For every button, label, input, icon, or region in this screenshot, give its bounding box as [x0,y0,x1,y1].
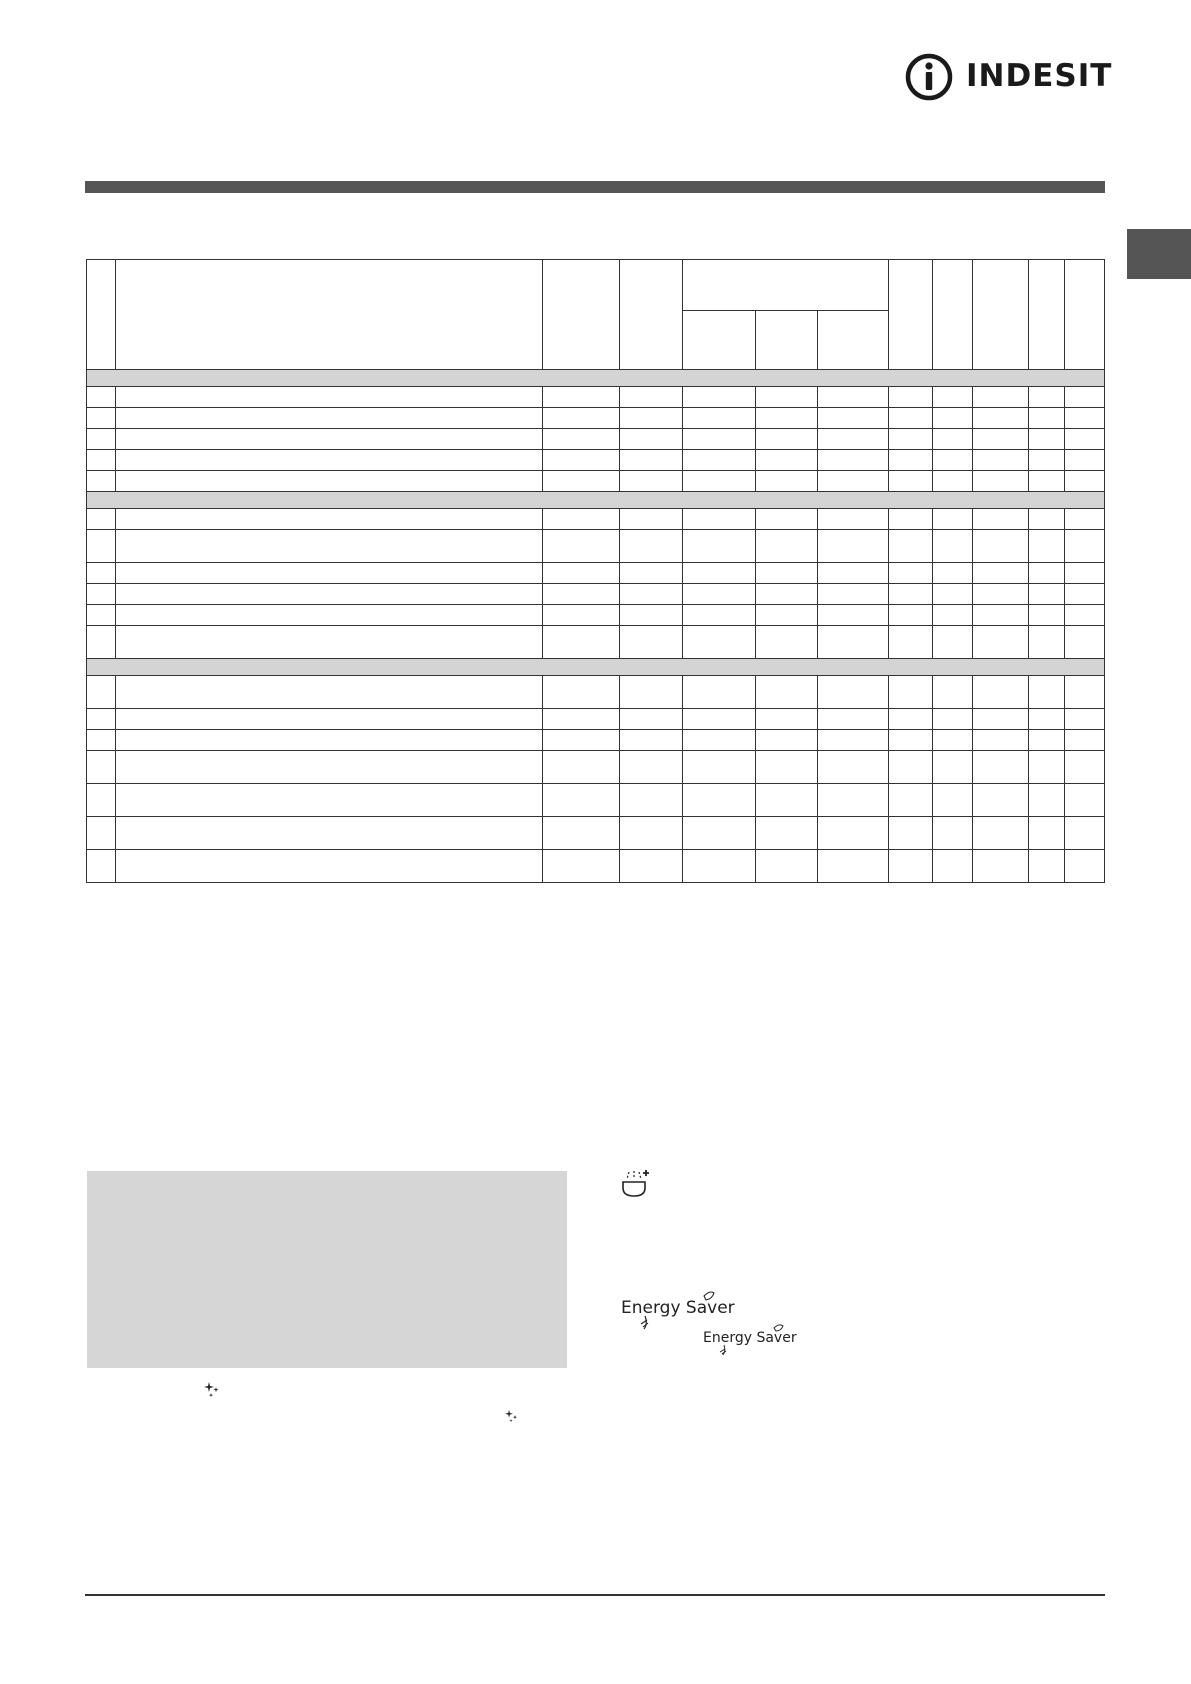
table-cell [620,429,683,450]
table-cell [620,471,683,492]
table-cell [933,471,973,492]
table-cell [756,730,818,751]
table-row [87,584,1105,605]
header-group-cell [683,260,889,311]
table-cell [933,730,973,751]
table-cell [620,676,683,709]
table-cell [683,676,756,709]
table-cell [1029,408,1065,429]
table-cell [1029,850,1065,883]
table-cell [1065,387,1105,408]
table-cell [933,751,973,784]
programmes-table [86,259,1105,883]
table-cell [620,605,683,626]
table-cell [620,730,683,751]
table-cell [543,387,620,408]
note-box [87,1171,567,1368]
table-cell [973,563,1029,584]
table-cell [543,471,620,492]
header-cell [933,260,973,370]
table-cell [756,676,818,709]
table-cell [683,584,756,605]
table-cell [1065,676,1105,709]
table-cell [1065,408,1105,429]
table-cell [683,850,756,883]
table-cell [543,605,620,626]
table-cell [1029,429,1065,450]
table-cell [87,584,116,605]
table-cell [756,450,818,471]
table-row [87,450,1105,471]
table-cell [543,730,620,751]
table-cell [973,605,1029,626]
table-cell [87,730,116,751]
table-cell [933,509,973,530]
table-cell [889,626,933,659]
table-cell [973,730,1029,751]
table-cell [933,450,973,471]
table-cell [818,563,889,584]
table-cell [620,450,683,471]
section-band [87,659,1105,676]
table-cell [889,817,933,850]
table-cell [1029,450,1065,471]
table-cell [818,584,889,605]
table-cell [973,626,1029,659]
table-cell [756,751,818,784]
table-row [87,626,1105,659]
table-cell [973,784,1029,817]
table-cell [116,563,543,584]
header-cell [620,260,683,370]
table-cell [683,471,756,492]
table-cell [1065,605,1105,626]
sparkle-small-icon [505,1409,519,1423]
table-cell [889,408,933,429]
table-cell [818,676,889,709]
table-cell [1029,784,1065,817]
table-cell [116,471,543,492]
section-cell [87,492,1105,509]
table-row [87,530,1105,563]
table-cell [933,817,973,850]
table-cell [1065,509,1105,530]
table-row [87,709,1105,730]
table-cell [1029,509,1065,530]
table-cell [1029,626,1065,659]
table-cell [889,784,933,817]
table-cell [818,408,889,429]
table-cell [1065,530,1105,563]
table-cell [543,850,620,883]
table-cell [889,429,933,450]
table-cell [933,563,973,584]
table-cell [889,563,933,584]
table-cell [116,817,543,850]
table-cell [683,709,756,730]
energy-saver-logo-small-icon [702,1324,797,1358]
table-cell [543,626,620,659]
table-cell [116,408,543,429]
table-cell [973,817,1029,850]
table-cell [116,605,543,626]
table-cell [543,408,620,429]
table-cell [87,387,116,408]
table-cell [756,387,818,408]
table-cell [620,387,683,408]
header-cell [87,260,116,370]
table-cell [116,626,543,659]
table-cell [116,676,543,709]
table-cell [116,850,543,883]
section-band [87,370,1105,387]
table-row [87,751,1105,784]
table-cell [116,509,543,530]
table-cell [1065,450,1105,471]
table-cell [620,408,683,429]
table-cell [1029,709,1065,730]
header-cell [543,260,620,370]
table-cell [818,784,889,817]
table-cell [683,563,756,584]
table-header-row [87,260,1105,311]
table-cell [818,730,889,751]
table-row [87,676,1105,709]
table-cell [818,509,889,530]
table-cell [818,751,889,784]
table-cell [87,751,116,784]
header-cell [889,260,933,370]
table-cell [818,626,889,659]
table-cell [620,563,683,584]
table-cell [1065,817,1105,850]
table-row [87,730,1105,751]
table-cell [933,626,973,659]
table-cell [973,509,1029,530]
table-cell [818,850,889,883]
table-cell [973,751,1029,784]
table-cell [116,709,543,730]
table-cell [683,530,756,563]
table-cell [933,429,973,450]
table-row [87,429,1105,450]
table-cell [818,450,889,471]
header-cell [116,260,543,370]
table-cell [116,450,543,471]
table-cell [889,605,933,626]
table-cell [933,676,973,709]
table-cell [683,751,756,784]
table-cell [889,676,933,709]
table-body [87,370,1105,883]
table-cell [116,530,543,563]
svg-text:Energy Saver: Energy Saver [621,1298,735,1318]
brand-logo [904,52,1113,102]
table-cell [1029,676,1065,709]
table-cell [1029,605,1065,626]
table-row [87,387,1105,408]
table-row [87,817,1105,850]
table-cell [973,471,1029,492]
brand-name: INDESIT [966,58,1113,94]
table-cell [1065,751,1105,784]
table-cell [87,676,116,709]
table-cell [756,709,818,730]
indesit-i-logo-icon [904,52,958,102]
table-cell [87,530,116,563]
section-band [87,492,1105,509]
table-cell [973,676,1029,709]
table-cell [756,530,818,563]
table-cell [683,626,756,659]
table-cell [756,784,818,817]
table-row [87,563,1105,584]
table-cell [933,605,973,626]
table-cell [818,817,889,850]
table-cell [933,784,973,817]
prewash-basin-icon [620,1168,652,1198]
table-cell [87,784,116,817]
table-cell [933,387,973,408]
table-cell [933,584,973,605]
table-cell [683,784,756,817]
table-cell [973,429,1029,450]
table-cell [756,626,818,659]
table-cell [87,429,116,450]
table-cell [973,850,1029,883]
table-cell [756,605,818,626]
table-cell [756,471,818,492]
table-cell [1029,387,1065,408]
table-cell [889,530,933,563]
table-cell [87,709,116,730]
table-cell [889,471,933,492]
table-cell [543,817,620,850]
table-cell [1029,817,1065,850]
table-cell [818,471,889,492]
table-cell [620,626,683,659]
table-cell [889,751,933,784]
table-cell [973,387,1029,408]
table-cell [1065,429,1105,450]
table-cell [933,850,973,883]
table-cell [889,730,933,751]
table-cell [1029,530,1065,563]
table-cell [87,626,116,659]
table-cell [889,850,933,883]
table-cell [87,450,116,471]
table-cell [1029,471,1065,492]
table-cell [116,784,543,817]
table-cell [973,584,1029,605]
table-cell [620,530,683,563]
table-cell [543,509,620,530]
table-cell [756,509,818,530]
table-cell [87,408,116,429]
table-cell [620,850,683,883]
table-cell [889,450,933,471]
table-cell [1065,850,1105,883]
table-cell [933,408,973,429]
table-cell [756,584,818,605]
table-cell [818,605,889,626]
table-cell [683,450,756,471]
table-cell [620,817,683,850]
table-cell [1065,730,1105,751]
table-cell [543,563,620,584]
table-cell [1029,730,1065,751]
table-cell [87,471,116,492]
header-bar [85,181,1105,193]
table-cell [683,605,756,626]
table-cell [116,730,543,751]
table-cell [683,817,756,850]
table-cell [543,584,620,605]
table-cell [683,509,756,530]
table-cell [756,429,818,450]
table-cell [116,584,543,605]
table-cell [818,709,889,730]
table-cell [543,709,620,730]
table-cell [620,751,683,784]
table-cell [889,509,933,530]
table-cell [683,730,756,751]
table-cell [933,709,973,730]
table-cell [1065,584,1105,605]
table-cell [933,530,973,563]
table-cell [620,784,683,817]
table-cell [116,751,543,784]
table-cell [756,563,818,584]
table-cell [756,817,818,850]
table-cell [1065,563,1105,584]
table-cell [1065,784,1105,817]
table-cell [756,408,818,429]
table-row [87,471,1105,492]
table-cell [683,387,756,408]
table-row [87,509,1105,530]
table-cell [620,709,683,730]
table-cell [973,408,1029,429]
table-cell [1065,626,1105,659]
footer-rule [85,1594,1105,1596]
header-cell [1065,260,1105,370]
subheader-cell [683,311,756,370]
table-cell [543,784,620,817]
table-cell [973,450,1029,471]
section-cell [87,659,1105,676]
table-cell [1029,584,1065,605]
table-cell [116,429,543,450]
table-cell [818,429,889,450]
table-row [87,784,1105,817]
header-cell [1029,260,1065,370]
table-row [87,850,1105,883]
table-row [87,605,1105,626]
table-cell [87,563,116,584]
subheader-cell [756,311,818,370]
sparkle-icon [204,1381,220,1399]
table-cell [543,450,620,471]
table-cell [889,387,933,408]
table-cell [1029,751,1065,784]
svg-text:Energy Saver: Energy Saver [703,1330,797,1346]
subheader-cell [818,311,889,370]
table-cell [543,530,620,563]
table-cell [889,584,933,605]
table-cell [87,850,116,883]
table-cell [1065,709,1105,730]
table-row [87,408,1105,429]
table-cell [87,817,116,850]
table-cell [1029,563,1065,584]
table-cell [683,408,756,429]
side-tab [1127,229,1191,279]
table-cell [818,530,889,563]
table-cell [543,676,620,709]
table-cell [87,605,116,626]
table-cell [818,387,889,408]
table-cell [543,429,620,450]
table-cell [87,509,116,530]
table-cell [683,429,756,450]
header-cell [973,260,1029,370]
table-cell [973,530,1029,563]
table-cell [116,387,543,408]
table-cell [973,709,1029,730]
table-cell [889,709,933,730]
table-cell [620,509,683,530]
table-cell [620,584,683,605]
table-cell [756,850,818,883]
table-cell [543,751,620,784]
section-cell [87,370,1105,387]
table-cell [1065,471,1105,492]
